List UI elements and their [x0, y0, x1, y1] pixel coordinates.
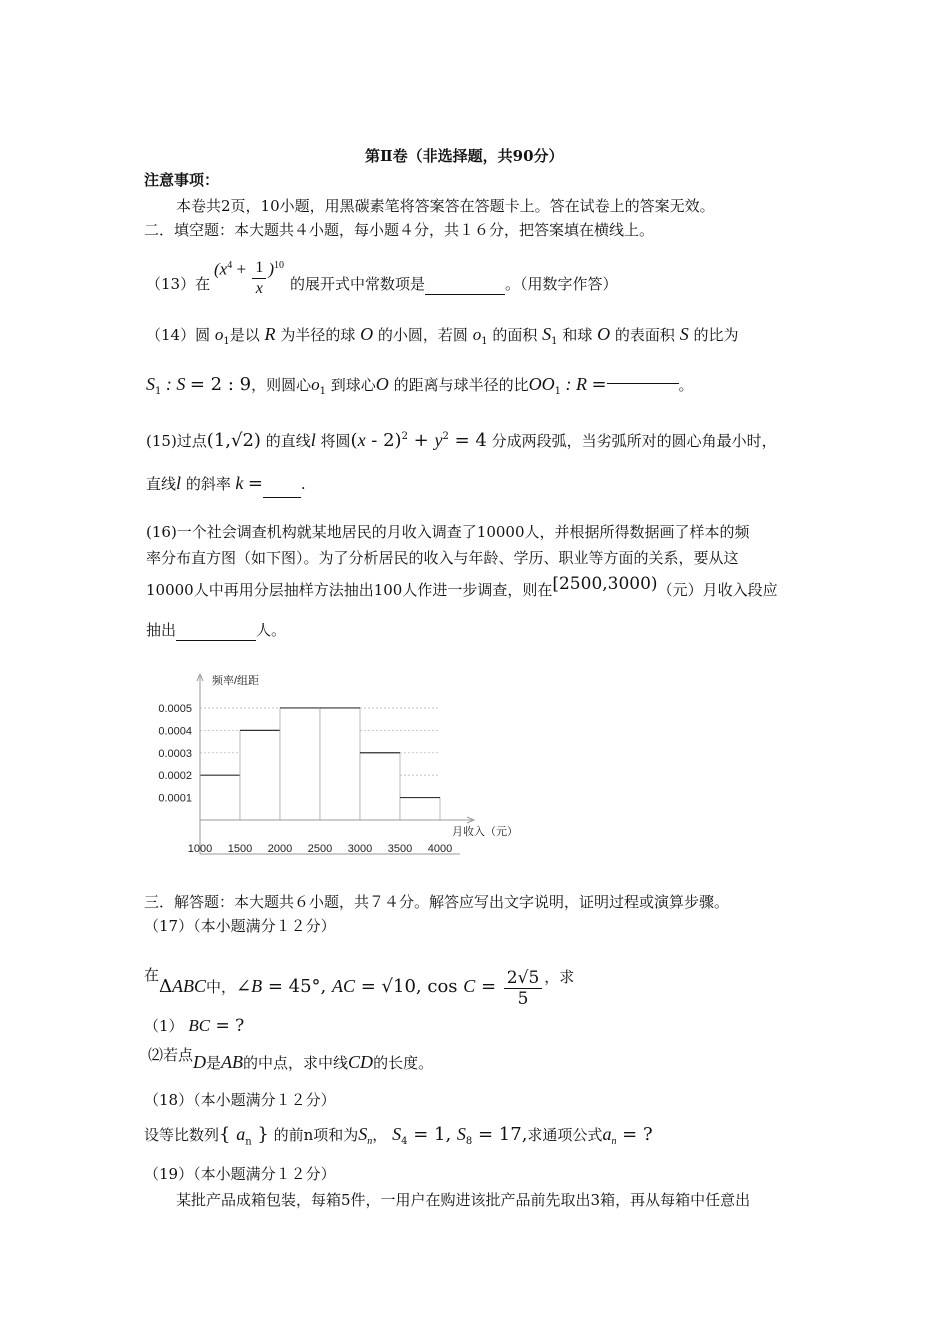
- q17-sub1: （1） BC = ?: [144, 1016, 245, 1036]
- q13-prefix: （13）在: [146, 275, 211, 293]
- y-tick-label: 0.0002: [158, 770, 192, 783]
- x-tick-label: 1000: [187, 843, 213, 855]
- q16-line4: 抽出 人。: [146, 621, 287, 639]
- y-tick-label: 0.0001: [158, 792, 192, 805]
- histogram-bar: [360, 753, 400, 820]
- q17-title: （17）（本小题满分１２分）: [144, 917, 336, 935]
- frequency-histogram: [140, 670, 518, 870]
- notes-heading: 注意事项：: [144, 171, 220, 189]
- page-title: 第Ⅱ卷（非选择题，共90分）: [365, 147, 564, 165]
- q19-text: 某批产品成箱包装，每箱5件，一用户在购进该批产品前先取出3箱，再从每箱中任意出: [176, 1191, 751, 1209]
- q15-line1: (15)过点(1,√2) 的直线l 将圆$(x - 2)^2 + y^2 = 4$ 分成两段弧，当劣弧所对的圆心角最小时，: [146, 430, 777, 451]
- q13-expression: ($x^4$ + $\frac{1}{x}$ )$^{10}$: [214, 258, 284, 297]
- q18-statement: 设等比数列{ $a_n$ } 的前n项和为$S_n$， $S_4 = 1$, $S_8 = 17$,求通项公式$a_n$ = ?: [144, 1124, 653, 1148]
- y-tick-label: 0.0004: [158, 725, 192, 738]
- q14-line2: $S_1$ : S = 2 : 9，则圆心$o_1$ 到球心O 的距离与球半径的比$OO_1$ : R = 。: [146, 374, 694, 397]
- histogram-bar: [200, 775, 240, 820]
- q18-title: （18）（本小题满分１２分）: [144, 1091, 336, 1109]
- histogram-bar: [280, 708, 320, 820]
- x-tick-label: 2500: [307, 843, 333, 855]
- histogram-bar: [320, 708, 360, 820]
- x-tick-label: 1500: [227, 843, 253, 855]
- notes-text: 本卷共2页，10小题，用黑碳素笔将答案答在答题卡上。答在试卷上的答案无效。: [176, 197, 715, 215]
- x-tick-label: 4000: [427, 843, 453, 855]
- section3-heading: 三．解答题：本大题共６小题，共７４分。解答应写出文字说明，证明过程或演算步骤。: [144, 893, 730, 911]
- q16-line1: (16)一个社会调查机构就某地居民的月收入调查了10000人，并根据所得数据画了样本的频: [146, 523, 750, 541]
- y-tick-label: 0.0003: [158, 747, 192, 760]
- q16-line3: 10000人中再用分层抽样方法抽出100人作进一步调查，则在[2500,3000)（元）月收入段应: [146, 574, 778, 599]
- x-tick-label: 3500: [387, 843, 413, 855]
- x-tick-label: 3000: [347, 843, 373, 855]
- x-tick-label: 2000: [267, 843, 293, 855]
- section2-heading: 二．填空题：本大题共４小题，每小题４分，共１６分，把答案填在横线上。: [144, 221, 655, 239]
- q19-title: （19）（本小题满分１２分）: [144, 1165, 336, 1183]
- histogram-bar: [240, 730, 280, 820]
- y-axis-label: 频率/组距: [212, 675, 260, 687]
- x-axis-label: 月收入（元）: [452, 826, 518, 838]
- q17-statement: 在ΔABC中，∠B = 45°, AC = √10, cos C = $\frac{2√5}{5}$ ，求: [144, 966, 575, 1009]
- y-tick-label: 0.0005: [158, 702, 192, 715]
- q14-line1: （14）圆 $o_1$是以 R 为半径的球 O 的小圆，若圆 $o_1$ 的面积 $S_1$ 和球 O 的表面积 S 的比为: [146, 324, 739, 347]
- q17-sub2: ⑵若点D是AB的中点，求中线CD的长度。: [148, 1046, 434, 1072]
- q16-line2: 率分布直方图（如下图）。为了分析居民的收入与年龄、学历、职业等方面的关系，要从这: [146, 549, 739, 567]
- histogram-bar: [400, 798, 440, 820]
- q13-question: 的展开式中常数项是 。（用数字作答）: [290, 275, 618, 293]
- q15-line2: 直线l 的斜率 k = .: [146, 470, 306, 498]
